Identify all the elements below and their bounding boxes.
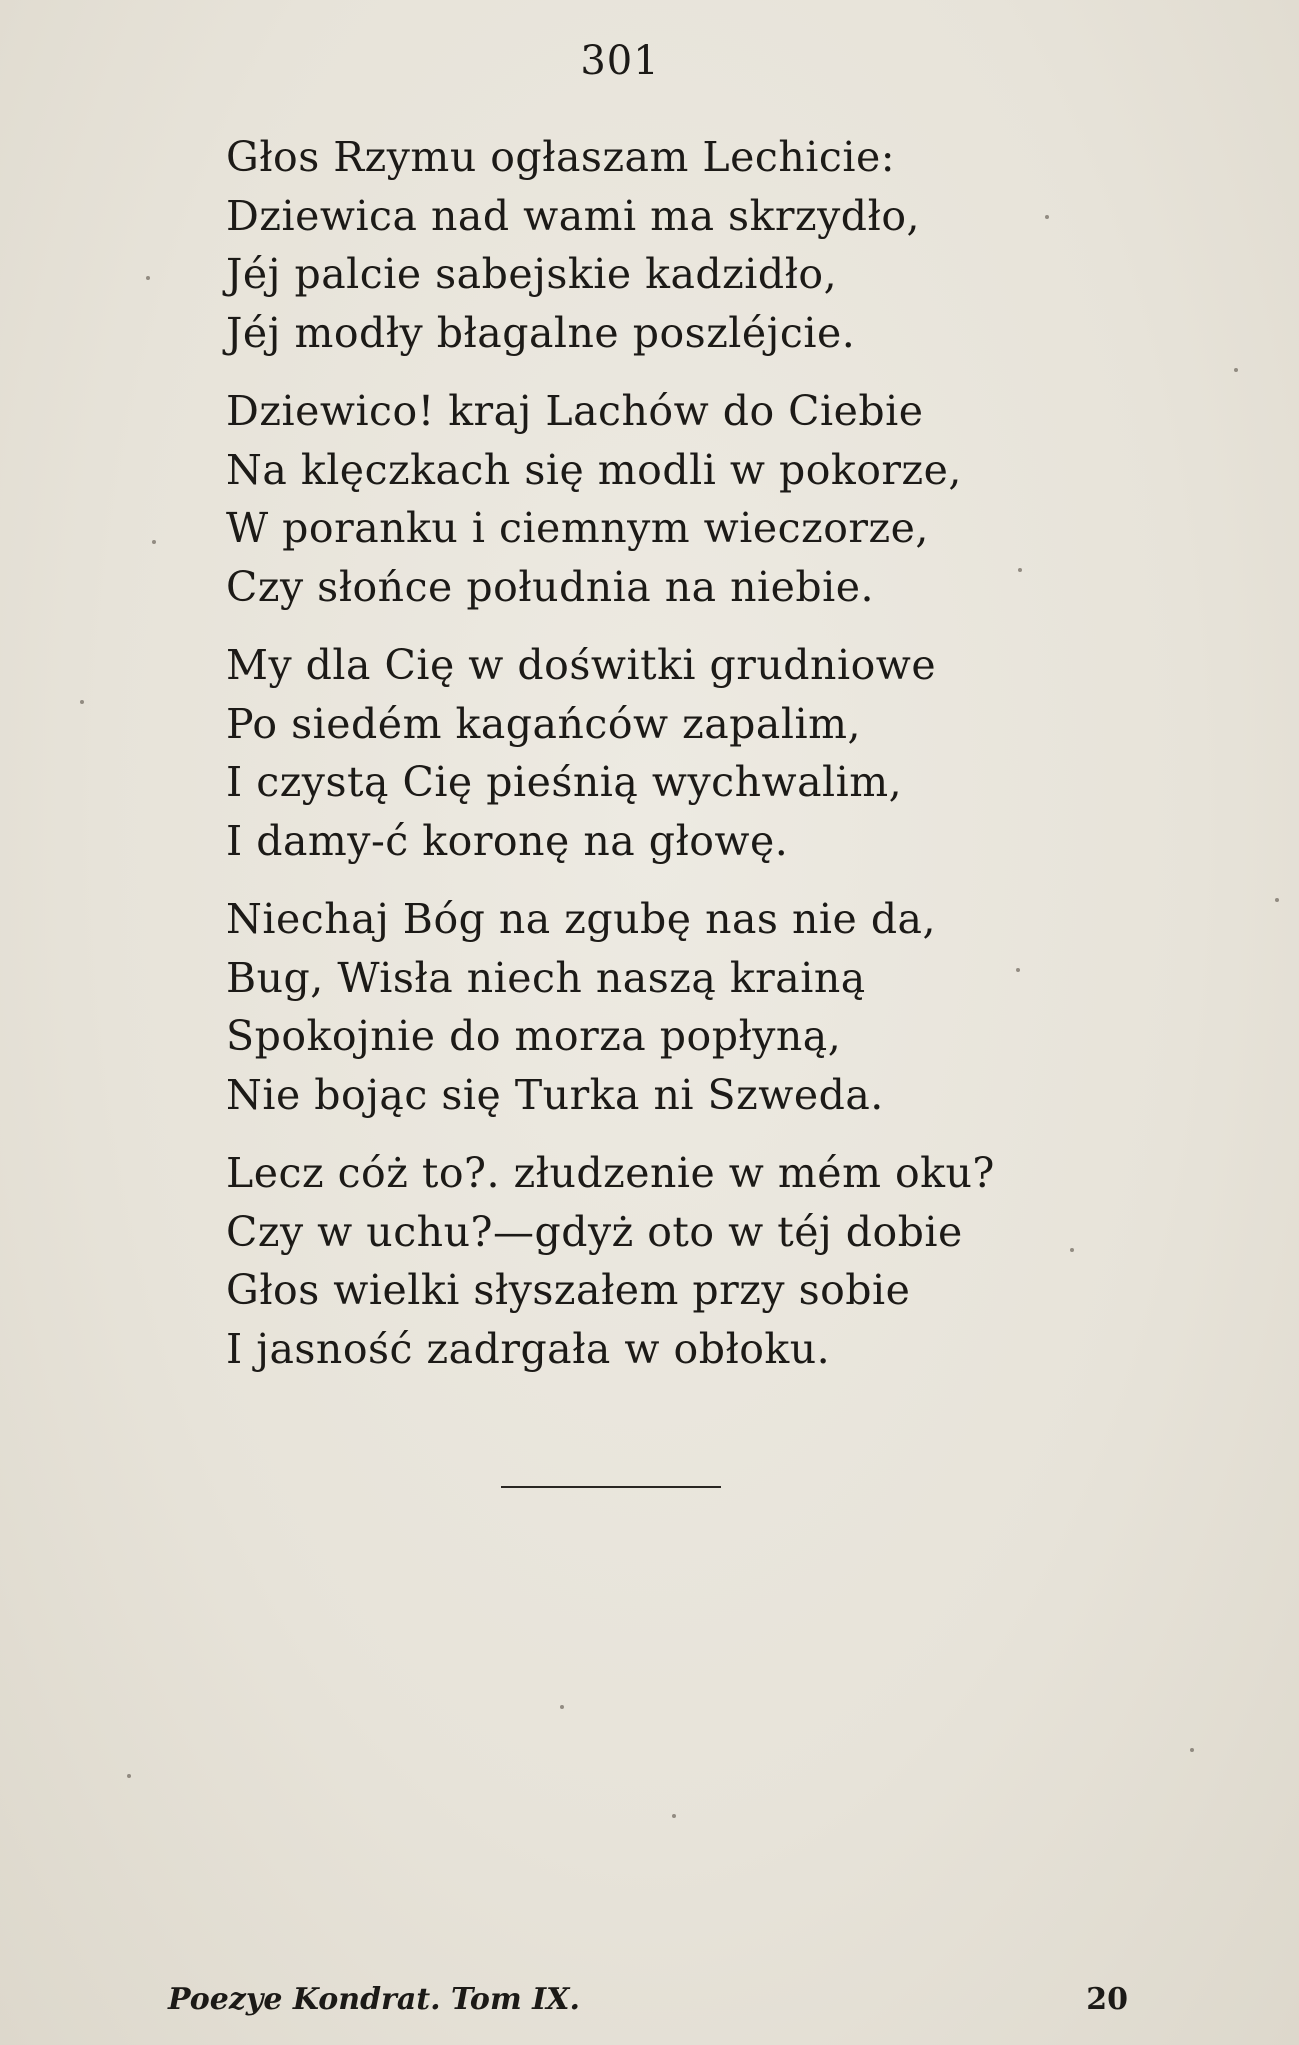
paper-speck xyxy=(1045,215,1049,219)
paper-speck xyxy=(152,540,156,544)
paper-speck xyxy=(1190,1748,1194,1752)
paper-speck xyxy=(127,1774,131,1778)
poem-line: Niechaj Bóg na zgubę nas nie da, xyxy=(226,895,937,943)
section-divider xyxy=(501,1486,721,1488)
paper-speck xyxy=(1016,968,1020,972)
poem-line: I damy-ć koronę na głowę. xyxy=(226,816,789,865)
paper-speck xyxy=(560,1705,564,1709)
paper-speck xyxy=(1275,898,1279,902)
poem-line: I czystą Cię pieśnią wychwalim, xyxy=(226,758,903,806)
poem-line: Jéj palcie sabejskie kadzidło, xyxy=(226,250,838,298)
paper-speck xyxy=(1234,368,1238,372)
printer-signature: Poezye Kondrat. Tom IX. xyxy=(168,1982,580,2017)
stanza-5 xyxy=(226,1144,1126,1378)
paper-speck xyxy=(1018,568,1022,572)
poem-line: Dziewico! kraj Lachów do Ciebie xyxy=(226,387,924,435)
stanza-4 xyxy=(226,890,1126,1124)
poem-line: Spokojnie do morza popłyną, xyxy=(226,1012,842,1060)
poem-line: Głos Rzymu ogłaszam Lechicie: xyxy=(226,133,896,181)
poem-line: Jéj modły błagalne poszléjcie. xyxy=(226,308,856,357)
stanza-2 xyxy=(226,382,1126,616)
poem-line: Po siedém kagańców zapalim, xyxy=(226,699,862,748)
poem-line: Na klęczkach się modli w pokorze, xyxy=(226,445,962,494)
poem-line: W poranku i ciemnym wieczorze, xyxy=(226,504,929,552)
paper-speck xyxy=(672,1814,676,1818)
paper-speck xyxy=(146,276,150,280)
stanza-1 xyxy=(226,128,1126,362)
poem-line: Czy słońce południa na niebie. xyxy=(226,562,875,611)
poem-line: Lecz cóż to?. złudzenie w mém oku? xyxy=(226,1149,995,1197)
poem-line: Głos wielki słyszałem przy sobie xyxy=(226,1266,911,1314)
poem-line: Bug, Wisła niech naszą krainą xyxy=(226,953,866,1002)
paper-speck xyxy=(1070,1248,1074,1252)
poem-line: My dla Cię w doświtki grudniowe xyxy=(226,641,937,689)
poem-line: Czy w uchu?—gdyż oto w téj dobie xyxy=(226,1207,963,1256)
paper-speck xyxy=(80,700,84,704)
page-footer xyxy=(168,1982,1128,2032)
sheet-number: 20 xyxy=(1086,1982,1128,2017)
poem-line: I jasność zadrgała w obłoku. xyxy=(226,1324,831,1373)
poem-line: Nie bojąc się Turka ni Szweda. xyxy=(226,1070,884,1119)
stanza-3 xyxy=(226,636,1126,870)
poem-line: Dziewica nad wami ma skrzydło, xyxy=(226,191,921,240)
poem xyxy=(226,128,1126,1398)
page-number: 301 xyxy=(580,38,660,84)
